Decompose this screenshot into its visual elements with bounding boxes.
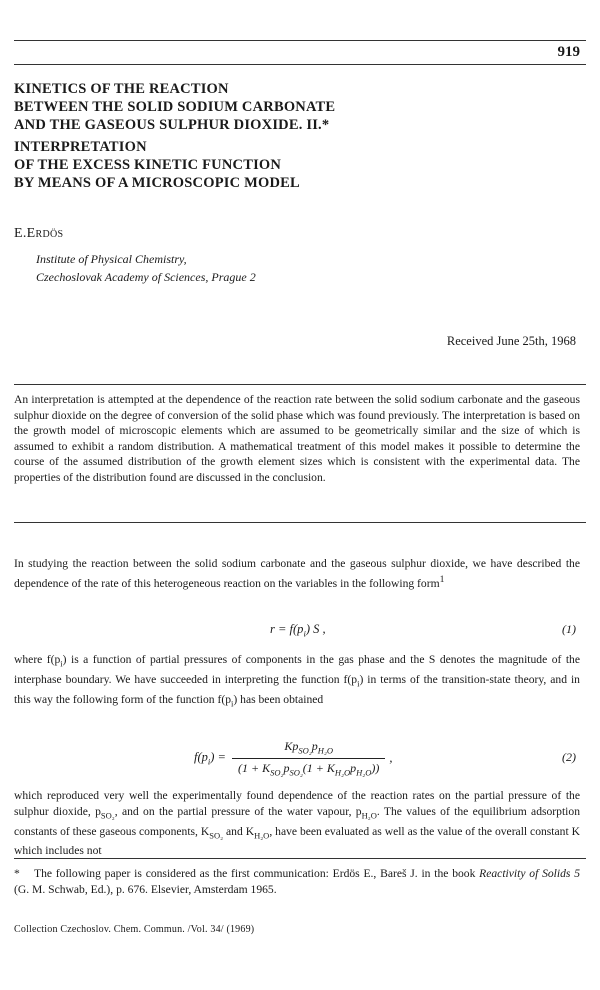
fraction-denominator: $(1 + K_{SO_2}p_{SO_2}(1 + K_{H_2O}p_{H_2O}))$	[232, 758, 385, 777]
equation-2-expression: $f(p_i)$ = $\frac{Kp_{SO_2}p_{H_2O}}{(1 + K_{SO_2}p_{SO_2}(1 + K_{H_2O}p_{H_2O}))}$ ,	[194, 739, 393, 777]
footnote-rule	[14, 858, 586, 859]
equation-1-number: (1)	[562, 622, 576, 636]
author-initial: E.	[14, 226, 27, 241]
journal-footer: Collection Czechoslov. Chem. Commun. /Vol. 34/ (1969)	[14, 924, 255, 935]
abstract: An interpretation is attempted at the dependence of the reaction rate between the solid sodium carbonate and the gaseous sulphur dioxide on the degree of conversion of the solid phase which was found previously. The interpretation is based on the growth model of microscopic elements which are assumed to be geometrically similar and the size of which is assumed to exhibit a random distribution. A mathematical treatment of this model makes it possible to determine the course of the assumed distribution of the growth element sizes which is consistent with the experimental data. The properties of the distribution found are discussed in the conclusion.	[14, 393, 580, 484]
subtitle-line: INTERPRETATION	[14, 139, 147, 155]
paragraph-results: which reproduced very well the experimentally found dependence of the reaction rates on the partial pressure of the sulphur dioxide, $p_{SO_2}$, and on the partial pressure of the water vapour, $p_{H_2O}$. The values of the equilibrium adsorption constants of these gaseous components, $K_{SO_2}$ and $K_{H_2O}$, have been evaluated as well as the value of the overall constant K which includes not	[14, 789, 580, 858]
equation-1-expression: $r = f(p_i)$ S ,	[270, 622, 326, 639]
title-line: BETWEEN THE SOLID SODIUM CARBONATE	[14, 99, 336, 115]
title-line: AND THE GASEOUS SULPHUR DIOXIDE. II.*	[14, 117, 330, 133]
equation-2-fraction	[232, 739, 385, 777]
affiliation-line: Czechoslovak Academy of Sciences, Prague 2	[36, 270, 256, 284]
fraction-numerator: $Kp_{SO_2}p_{H_2O}$	[284, 739, 333, 756]
paragraph-intro: In studying the reaction between the solid sodium carbonate and the gaseous sulphur dioxide, we have described the dependence of the rate of this heterogeneous reaction on the variables in the following form$^1$	[14, 557, 580, 590]
footnote-mark: *	[14, 867, 20, 880]
title-line: KINETICS OF THE REACTION	[14, 81, 229, 97]
received-date: Received June 25th, 1968	[446, 334, 576, 348]
author-name	[14, 226, 63, 242]
equation-2-lhs: $f(p_i)$ =	[194, 749, 226, 767]
paragraph-function: where $f(p_i)$ is a function of partial pressures of components in the gas phase and the S denotes the magnitude of the interphase boundary. We have succeeded in interpreting the function $f(p_i)$ in terms of the transition-state theory, and in this way the following form of the function $f(p_i)$ has been obtained	[14, 653, 580, 709]
article-title	[14, 80, 584, 192]
subtitle-line: BY MEANS OF A MICROSCOPIC MODEL	[14, 175, 300, 191]
equation-2	[14, 736, 580, 780]
footnote: * The following paper is considered as the first communication: Erdös E., Bareš J. in the book Reactivity of Solids 5 (G. M. Schwab, Ed.), p. 676. Elsevier, Amsterdam 1965.	[14, 867, 580, 896]
subtitle-line: OF THE EXCESS KINETIC FUNCTION	[14, 157, 282, 173]
equation-2-number: (2)	[562, 750, 576, 764]
abstract-top-rule	[14, 384, 586, 385]
affiliation-line: Institute of Physical Chemistry,	[36, 252, 187, 266]
abstract-bottom-rule	[14, 522, 586, 523]
page-number: 919	[557, 44, 580, 60]
author-surname: Erdös	[26, 226, 64, 241]
top-rule	[14, 40, 586, 41]
reference-mark: 1	[439, 573, 445, 585]
header-rule	[14, 64, 586, 65]
book-title: Reactivity of Solids 5	[479, 867, 580, 880]
affiliation	[36, 250, 256, 286]
